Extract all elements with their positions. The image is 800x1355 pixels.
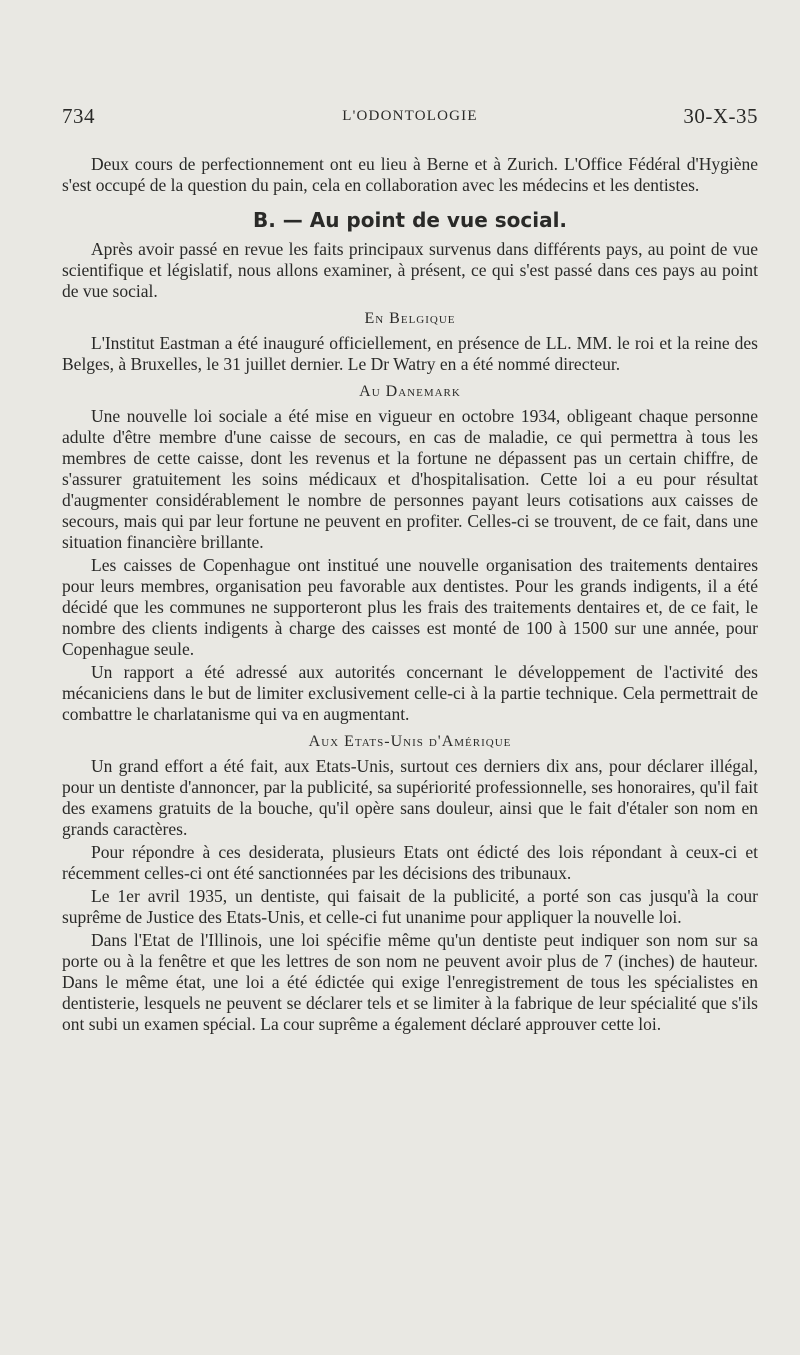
etats-unis-paragraph-4: Dans l'Etat de l'Illinois, une loi spécifie même qu'un dentiste peut indiquer son nom sur sa porte ou à la fenêtre et que les lettres de son nom ne peuvent avoir plus de 7 (inches) de hauteur. Dans le même état, une loi a été édictée qui exige l'enregistrement de tous les spécialistes en dentisterie, lesquels ne peuvent se déclarer tels et se limiter à la fabrique de leur spécialité que s'ils ont subi un examen spécial. La cour suprême a également déclaré approuver cette loi. [62,930,758,1034]
etats-unis-paragraph-3: Le 1er avril 1935, un dentiste, qui faisait de la publicité, a porté son cas jusqu'à la cour suprême de Justice des Etats-Unis, et celle-ci fut unanime pour appliquer la nouvelle loi. [62,886,758,927]
etats-unis-paragraph-2: Pour répondre à ces desiderata, plusieurs Etats ont édicté des lois répondant à ceux-ci et récemment celles-ci ont été sanctionnées par les décisions des tribunaux. [62,842,758,883]
heading-belgique: En Belgique [364,310,456,327]
heading-danemark: Au Danemark [359,383,461,400]
heading-etats-unis: Aux Etats-Unis d'Amérique [308,733,512,750]
belgique-paragraph: L'Institut Eastman a été inauguré officiellement, en présence de LL. MM. le roi et la reine des Belges, à Bruxelles, le 31 juillet dernier. Le Dr Watry en a été nommé directeur. [62,333,758,374]
etats-unis-paragraph-1: Un grand effort a été fait, aux Etats-Unis, surtout ces derniers dix ans, pour déclarer illégal, pour un dentiste d'annoncer, par la publicité, sa supériorité professionnelle, ses honoraires, qu'il fait des examens gratuits de la bouche, qu'il opère sans douleur, ainsi que le fait d'étaler son nom en grands caractères. [62,756,758,839]
issue-date: 30-X-35 [683,104,758,128]
page-header [62,104,758,134]
running-title: L'ODONTOLOGIE [342,108,478,124]
danemark-paragraph-2: Les caisses de Copenhague ont institué une nouvelle organisation des traitements dentaires pour leurs membres, organisation peu favorable aux dentistes. Pour les grands indigents, il a été décidé que les communes ne supporteront plus les frais des traitements dentaires et, de ce fait, le nombre des clients indigents à charge des caisses est monté de 100 à 1500 sur une année, pour Copenhague seule. [62,555,758,659]
article-body [62,154,758,1035]
section-title: B. — Au point de vue social. [252,208,568,232]
danemark-paragraph-3: Un rapport a été adressé aux autorités concernant le développement de l'activité des mécaniciens dans le but de limiter exclusivement celle-ci à la partie technique. Cela permettrait de combattre le charlatanisme qui va en augmentant. [62,662,758,724]
section-intro-paragraph: Après avoir passé en revue les faits principaux survenus dans différents pays, au point de vue scientifique et législatif, nous allons examiner, à présent, ce qui s'est passé dans ces pays au point de vue social. [62,239,758,301]
intro-paragraph: Deux cours de perfectionnement ont eu lieu à Berne et à Zurich. L'Office Fédéral d'Hygiène s'est occupé de la question du pain, cela en collaboration avec les médecins et les dentistes. [62,154,758,195]
danemark-paragraph-1: Une nouvelle loi sociale a été mise en vigueur en octobre 1934, obligeant chaque personne adulte d'être membre d'une caisse de secours, en cas de maladie, ce qui permettra à tous les membres de cette caisse, dont les revenus et la fortune ne dépassent pas un certain chiffre, de s'assurer gratuitement les soins médicaux et d'hospitalisation. Cette loi a eu pour résultat d'augmenter considérablement le nombre de personnes payant leurs cotisations aux caisses de secours, mais qui par leur fortune ne peuvent en profiter. Celles-ci se trouvent, de ce fait, dans une situation financière brillante. [62,406,758,552]
page-number: 734 [62,104,95,128]
